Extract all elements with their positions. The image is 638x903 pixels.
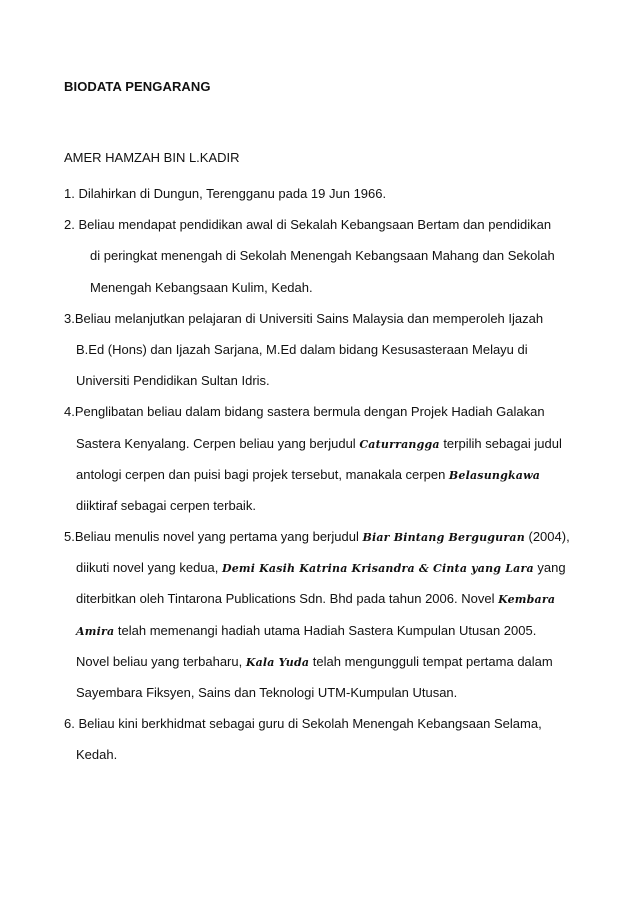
novel-title-kala-yuda: Kala Yuda [245,655,310,669]
line-text: antologi cerpen dan puisi bagi projek tersebut, manakala cerpen [76,466,449,482]
line-text: 5.Beliau menulis novel yang pertama yang berjudul [64,529,363,545]
line-text: yang [533,560,566,576]
biodata-item-6: 6. Beliau kini berkhidmat sebagai guru di Sekolah Menengah Kebangsaan Selama, [64,716,542,732]
novel-title-demi-kasih: Demi Kasih Katrina Krisandra & Cinta yang Lara [221,562,534,576]
biodata-item-4-cont [64,459,584,490]
biodata-item-4-cont [64,428,584,459]
biodata-item-2-cont: Menengah Kebangsaan Kulim, Kedah. [90,279,313,295]
biodata-item-3: 3.Beliau melanjutkan pelajaran di Universiti Sains Malaysia dan memperoleh Ijazah [64,310,544,326]
page-title: BIODATA PENGARANG [64,79,211,94]
line-text: diterbitkan oleh Tintarona Publications Sdn. Bhd pada tahun 2006. Novel [76,591,499,607]
biodata-item-5-cont: Sayembara Fiksyen, Sains dan Teknologi UTM-Kumpulan Utusan. [76,685,458,700]
biodata-item-6-cont: Kedah. [76,747,118,763]
novel-title-amira: Amira [76,624,115,638]
biodata-item-1: 1. Dilahirkan di Dungun, Terengganu pada 19 Jun 1966. [64,186,387,201]
novel-title-kembara: Kembara [498,593,556,607]
author-name: AMER HAMZAH BIN L.KADIR [64,150,240,165]
biodata-item-5-cont [64,646,584,677]
biodata-item-3-cont: Universiti Pendidikan Sultan Idris. [76,373,270,389]
line-text: (2004), [524,529,570,545]
biodata-item-5-cont [64,615,584,646]
biodata-item-3-cont: B.Ed (Hons) dan Ijazah Sarjana, M.Ed dalam bidang Kesusasteraan Melayu di [76,341,528,357]
biodata-item-4-cont: diiktiraf sebagai cerpen terbaik. [76,497,256,513]
biodata-item-4: 4.Penglibatan beliau dalam bidang sastera bermula dengan Projek Hadiah Galakan [64,404,545,420]
biodata-item-5-cont [64,552,584,583]
biodata-item-5-cont [64,583,584,614]
line-text: Sastera Kenyalang. Cerpen beliau yang berjudul [76,435,360,451]
line-text: terpilih sebagai judul [439,435,562,451]
cerpen-title-belasungkawa: Belasungkawa [448,468,541,482]
line-text: telah memenangi hadiah utama Hadiah Sastera Kumpulan Utusan 2005. [114,622,537,638]
line-text: diikuti novel yang kedua, [76,560,222,576]
line-text: Novel beliau yang terbaharu, [76,653,246,669]
biodata-list [64,178,584,771]
cerpen-title-caturrangga: Caturrangga [359,437,440,451]
biodata-item-2: 2. Beliau mendapat pendidikan awal di Sekalah Kebangsaan Bertam dan pendidikan [64,217,552,233]
novel-title-biar-bintang: Biar Bintang Berguguran [362,531,525,545]
biodata-item-2-cont: di peringkat menengah di Sekolah Menengah Kebangsaan Mahang dan Sekolah [90,248,555,264]
line-text: telah mengungguli tempat pertama dalam [309,653,553,669]
biodata-item-5 [64,521,584,552]
